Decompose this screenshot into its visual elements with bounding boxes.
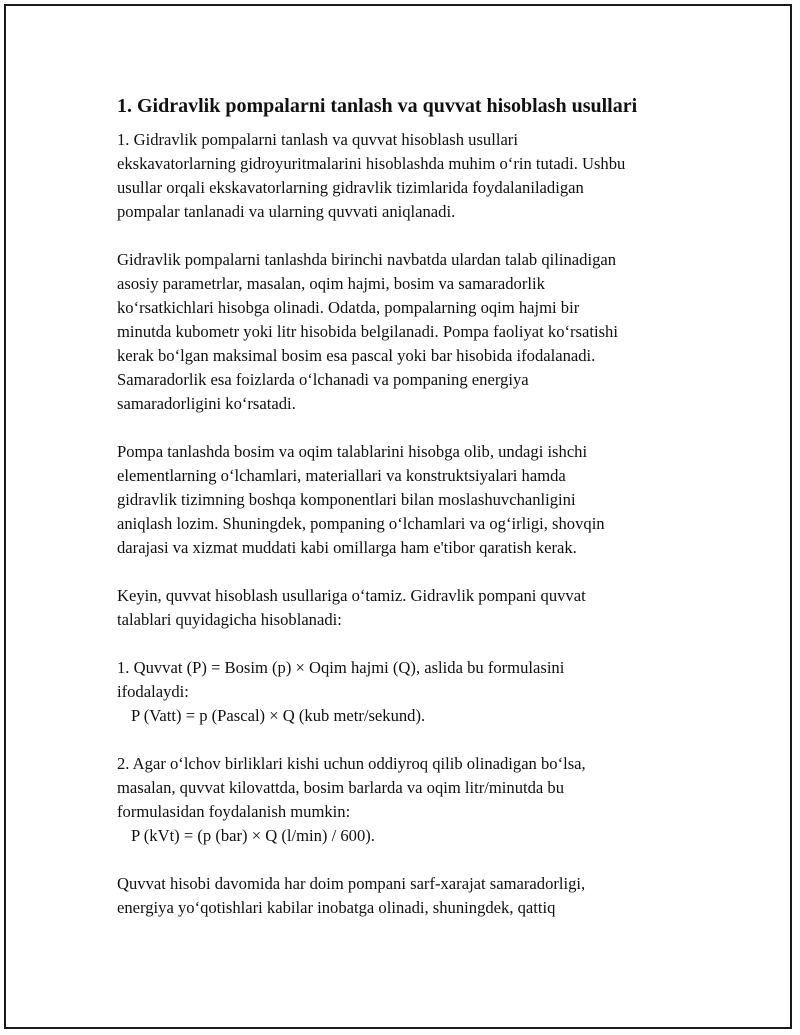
text-line: 2. Agar o‘lchov birliklari kishi uchun oddiyroq qilib olinadigan bo‘lsa, — [117, 754, 586, 773]
text-line: gidravlik tizimning boshqa komponentlari bilan moslashuvchanligini — [117, 490, 576, 509]
text-line: talablari quyidagicha hisoblanadi: — [117, 610, 342, 629]
text-line: Samaradorlik esa foizlarda o‘lchanadi va pompaning energiya — [117, 370, 529, 389]
paragraph — [117, 872, 692, 920]
text-line: elementlarning o‘lchamlari, materiallari va konstruktsiyalari hamda — [117, 466, 566, 485]
text-line: Gidravlik pompalarni tanlashda birinchi navbatda ulardan talab qilinadigan — [117, 250, 617, 269]
text-line: asosiy parametrlar, masalan, oqim hajmi, bosim va samaradorlik — [117, 274, 545, 293]
paragraph — [117, 584, 692, 632]
paragraph — [117, 128, 692, 224]
paragraph-list — [117, 128, 692, 920]
text-line: ekskavatorlarning gidroyuritmalarini hisoblashda muhim o‘rin tutadi. Ushbu — [117, 154, 626, 173]
document-title: 1. Gidravlik pompalarni tanlash va quvvat hisoblash usullari — [117, 95, 638, 117]
text-line: minutda kubometr yoki litr hisobida belgilanadi. Pompa faoliyat ko‘rsatishi — [117, 322, 618, 341]
text-line: kerak bo‘lgan maksimal bosim esa pascal yoki bar hisobida ifodalanadi. — [117, 346, 596, 365]
formula-line: P (kVt) = (p (bar) × Q (l/min) / 600). — [131, 826, 375, 845]
paragraph — [117, 656, 692, 728]
text-line: 1. Gidravlik pompalarni tanlash va quvvat hisoblash usullari — [117, 130, 518, 149]
text-line: formulasidan foydalanish mumkin: — [117, 802, 351, 821]
document-body — [117, 92, 692, 944]
text-line: Keyin, quvvat hisoblash usullariga o‘tamiz. Gidravlik pompani quvvat — [117, 586, 586, 605]
text-line: darajasi va xizmat muddati kabi omillarga ham e'tibor qaratish kerak. — [117, 538, 577, 557]
paragraph — [117, 440, 692, 560]
text-line: Pompa tanlashda bosim va oqim talablarini hisobga olib, undagi ishchi — [117, 442, 588, 461]
text-line: samaradorligini ko‘rsatadi. — [117, 394, 296, 413]
text-line: aniqlash lozim. Shuningdek, pompaning o‘lchamlari va og‘irligi, shovqin — [117, 514, 605, 533]
text-line: masalan, quvvat kilovattda, bosim barlarda va oqim litr/minutda bu — [117, 778, 565, 797]
text-line: energiya yo‘qotishlari kabilar inobatga olinadi, shuningdek, qattiq — [117, 898, 556, 917]
text-line: ko‘rsatkichlari hisobga olinadi. Odatda, pompalarning oqim hajmi bir — [117, 298, 580, 317]
paragraph — [117, 752, 692, 848]
text-line: ifodalaydi: — [117, 682, 189, 701]
paragraph — [117, 248, 692, 416]
text-line: usullar orqali ekskavatorlarning gidravlik tizimlarida foydalaniladigan — [117, 178, 584, 197]
text-line: 1. Quvvat (P) = Bosim (p) × Oqim hajmi (Q), aslida bu formulasini — [117, 658, 565, 677]
text-line: pompalar tanlanadi va ularning quvvati aniqlanadi. — [117, 202, 456, 221]
formula-line: P (Vatt) = p (Pascal) × Q (kub metr/sekund). — [131, 706, 426, 725]
text-line: Quvvat hisobi davomida har doim pompani sarf-xarajat samaradorligi, — [117, 874, 586, 893]
